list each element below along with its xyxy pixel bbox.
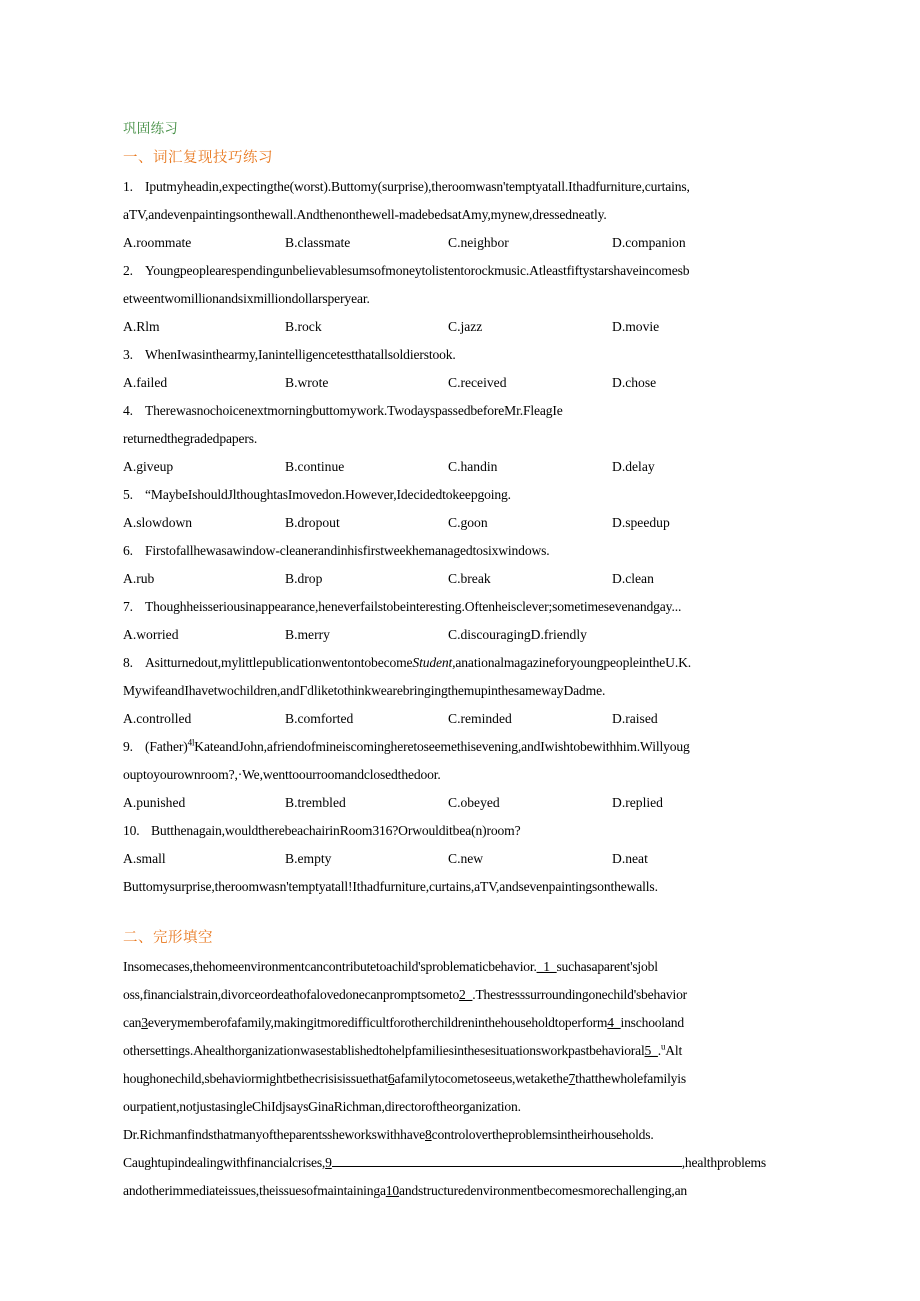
cloze-p1-l5-a: houghonechild,sbehaviormightbethecrisisissuethat xyxy=(123,1071,388,1086)
question-9-option-d[interactable]: D.replied xyxy=(612,795,663,810)
question-8-text-pre: Asitturnedout,mylittlepublicationwentontobecome xyxy=(145,655,413,670)
question-1-option-b[interactable]: B.classmate xyxy=(285,235,351,250)
question-10-option-b[interactable]: B.empty xyxy=(285,851,332,866)
question-9-stem-line-2: ouptoyourownroom?,·We,wenttoourroomandclosedthedoor. xyxy=(123,767,441,782)
section-1-heading: 一、词汇复现技巧练习 xyxy=(123,150,273,166)
cloze-blank-10[interactable]: 10 xyxy=(385,1183,399,1198)
question-9-option-b[interactable]: B.trembled xyxy=(285,795,346,810)
question-6-option-b[interactable]: B.drop xyxy=(285,571,323,586)
question-1-options xyxy=(123,229,803,257)
question-10-option-a[interactable]: A.small xyxy=(123,851,166,866)
cloze-para-1-line-3 xyxy=(123,1009,803,1037)
cloze-p1-l4-b: . xyxy=(657,1043,661,1058)
question-10-number: 10. xyxy=(123,823,140,838)
question-9-option-a[interactable]: A.punished xyxy=(123,795,186,810)
question-2-option-d[interactable]: D.movie xyxy=(612,319,660,334)
cloze-para-2-line-1 xyxy=(123,1121,803,1149)
cloze-p2-l2-a: Caughtupindealingwithfinancialcrises, xyxy=(123,1155,326,1170)
question-10-option-c[interactable]: C.new xyxy=(448,851,484,866)
question-2-option-a[interactable]: A.Rlm xyxy=(123,319,160,334)
cloze-p2-l1-a: Dr.Richmanfindsthatmanyoftheparentssheworkswithhave xyxy=(123,1127,426,1142)
question-6-text-1: Firstofallhewasawindow-cleanerandinhisfirstweekhemanagedtosixwindows. xyxy=(145,543,550,558)
cloze-p1-l1-a: Insomecases,thehomeenvironmentcancontributetoachild'sproblematicbehavior. xyxy=(123,959,537,974)
cloze-blank-6[interactable]: 6 xyxy=(387,1071,395,1086)
cloze-p2-l1-b: controlovertheproblemsintheirhouseholds. xyxy=(431,1127,654,1142)
question-4-option-d[interactable]: D.delay xyxy=(612,459,655,474)
question-9-text-pre: (Father) xyxy=(145,739,188,754)
question-9-number: 9. xyxy=(123,739,133,754)
question-7-option-b[interactable]: B.merry xyxy=(285,627,330,642)
question-6-stem-line-1 xyxy=(123,537,803,565)
question-2-option-b[interactable]: B.rock xyxy=(285,319,322,334)
question-7-text-1: Thoughheisseriousinappearance,heneverfailstobeinteresting.Oftenheisclever;sometimesevenandgay... xyxy=(145,599,682,614)
question-2-number: 2. xyxy=(123,263,133,278)
question-7-stem-line-1 xyxy=(123,593,803,621)
question-8-option-a[interactable]: A.controlled xyxy=(123,711,192,726)
question-10-text-1: Butthenagain,wouldtherebeachairinRoom316?Orwoulditbea(n)room? xyxy=(151,823,521,838)
question-1-stem-line-1 xyxy=(123,173,803,201)
question-10-option-d[interactable]: D.neat xyxy=(612,851,648,866)
question-3-option-b[interactable]: B.wrote xyxy=(285,375,329,390)
cloze-p2-l3-b: andstructuredenvironmentbecomesmorechallenging,an xyxy=(399,1183,688,1198)
question-9-superscript: 4l xyxy=(187,737,195,748)
cloze-para-1-line-1 xyxy=(123,953,803,981)
question-4-option-b[interactable]: B.continue xyxy=(285,459,345,474)
cloze-para-2-line-2 xyxy=(123,1149,803,1177)
question-3-number: 3. xyxy=(123,347,133,362)
question-10-options xyxy=(123,845,803,873)
question-4-option-a[interactable]: A.giveup xyxy=(123,459,174,474)
question-5-option-b[interactable]: B.dropout xyxy=(285,515,340,530)
question-7-options xyxy=(123,621,803,649)
cloze-p1-l5-c: thatthewholefamilyis xyxy=(575,1071,686,1086)
question-4-stem-line-1 xyxy=(123,397,803,425)
question-5-stem-line-1 xyxy=(123,481,803,509)
question-8-number: 8. xyxy=(123,655,133,670)
cloze-p1-l4-a: othersettings.Ahealthorganizationwasestablishedtohelpfamiliesinthesesituationsworkpastbehavioral xyxy=(123,1043,645,1058)
question-6-option-c[interactable]: C.break xyxy=(448,571,491,586)
section-2-heading: 二、完形填空 xyxy=(123,930,213,946)
question-3-option-d[interactable]: D.chose xyxy=(612,375,657,390)
question-9-text-post: KateandJohn,afriendofmineiscomingheretoseemethisevening,andIwishtobewithhim.Willyoug xyxy=(194,739,690,754)
cloze-para-1-line-5 xyxy=(123,1065,803,1093)
question-5-option-d[interactable]: D.speedup xyxy=(612,515,670,530)
question-9-options xyxy=(123,789,803,817)
question-8-option-b[interactable]: B.comforted xyxy=(285,711,354,726)
cloze-blank-9[interactable]: 9 xyxy=(325,1155,332,1170)
question-1-option-c[interactable]: C.neighbor xyxy=(448,235,509,250)
question-7-number: 7. xyxy=(123,599,133,614)
cloze-p1-l3-a: can xyxy=(123,1015,142,1030)
cloze-p1-l1-b: suchasaparent'sjobl xyxy=(556,959,658,974)
cloze-p1-l5-b: afamilytocometoseeus,wetakethe xyxy=(394,1071,569,1086)
question-3-text-1: WhenIwasinthearmy,Ianintelligencetestthatallsoldierstook. xyxy=(145,347,456,362)
cloze-p1-l4-c: Alt xyxy=(665,1043,683,1058)
question-8-options xyxy=(123,705,803,733)
document-content xyxy=(123,115,803,1205)
question-2-option-c[interactable]: C.jazz xyxy=(448,319,483,334)
question-8-option-c[interactable]: C.reminded xyxy=(448,711,512,726)
cloze-blank-7[interactable]: 7 xyxy=(568,1071,576,1086)
question-4-stem-line-2: returnedthegradedpapers. xyxy=(123,431,258,446)
question-1-stem-line-2: aTV,andevenpaintingsonthewall.Andthenonthewell-madebedsatAmy,mynew,dressedneatly. xyxy=(123,207,607,222)
question-4-text-1: Therewasnochoicenextmorningbuttomywork.TwodayspassedbeforeMr.FleagIe xyxy=(145,403,563,418)
question-8-text-post: anationalmagazineforyoungpeopleintheU.K. xyxy=(455,655,691,670)
cloze-blank-3[interactable]: 3 xyxy=(141,1015,148,1030)
question-4-option-c[interactable]: C.handin xyxy=(448,459,498,474)
question-1-option-a[interactable]: A.roommate xyxy=(123,235,192,250)
question-1-option-d[interactable]: D.companion xyxy=(612,235,686,250)
question-8-magazine-title: Student, xyxy=(412,655,456,670)
cloze-blank-4[interactable]: 4_ xyxy=(607,1015,621,1030)
question-5-text-1: “MaybeIshouldJlthoughtasImovedon.However,Idecidedtokeepgoing. xyxy=(145,487,511,502)
question-8-stem-line-1 xyxy=(123,649,803,677)
cloze-para-1-line-6: ourpatient,notjustasingleChiIdjsaysGinaRichman,directoroftheorganization. xyxy=(123,1099,521,1114)
question-4-options xyxy=(123,453,803,481)
question-3-stem-line-1 xyxy=(123,341,803,369)
question-2-text-1: Youngpeoplearespendingunbelievablesumsofmoneytolistentorockmusic.Atleastfiftystarshaveincomesb xyxy=(145,263,690,278)
question-5-number: 5. xyxy=(123,487,133,502)
question-2-stem-line-1 xyxy=(123,257,803,285)
question-6-options xyxy=(123,565,803,593)
question-6-option-d[interactable]: D.clean xyxy=(612,571,654,586)
cloze-para-1-line-2 xyxy=(123,981,803,1009)
question-9-option-c[interactable]: C.obeyed xyxy=(448,795,500,810)
question-4-number: 4. xyxy=(123,403,133,418)
question-6-option-a[interactable]: A.rub xyxy=(123,571,155,586)
question-1-text-1: Iputmyheadin,expectingthe(worst).Buttomy(surprise),theroomwasn'temptyatall.Ithadfurniture,curtains, xyxy=(145,179,690,194)
question-3-options xyxy=(123,369,803,397)
cloze-p1-l2-a: oss,financialstrain,divorceordeathofalovedonecanpromptsometo xyxy=(123,987,460,1002)
cloze-blank-2[interactable]: 2_ xyxy=(459,987,473,1002)
cloze-blank-1[interactable]: _1_ xyxy=(536,959,557,974)
question-1-number: 1. xyxy=(123,179,133,194)
section-1-closing-line: Buttomysurprise,theroomwasn'temptyatall!Ithadfurniture,curtains,aTV,andsevenpaintingsonthewalls. xyxy=(123,879,658,894)
question-5-options xyxy=(123,509,803,537)
document-title-gugu-lianxi: 巩固练习 xyxy=(123,121,179,137)
question-5-option-c[interactable]: C.goon xyxy=(448,515,488,530)
cloze-superscript-u: u xyxy=(660,1041,666,1052)
question-8-stem-line-2: MywifeandIhavetwochildren,andΓdliketothinkwearebringingthemupinthesamewayDadme. xyxy=(123,683,606,698)
cloze-para-1-line-4 xyxy=(123,1037,803,1065)
question-7-option-a[interactable]: A.worried xyxy=(123,627,179,642)
question-7-option-cd[interactable]: C.discouragingD.friendly xyxy=(448,627,587,642)
cloze-p1-l2-b: .Thestresssurroundingonechild'sbehavior xyxy=(472,987,687,1002)
cloze-p2-l2-b: ,healthproblems xyxy=(681,1155,766,1170)
cloze-p1-l3-c: inschooland xyxy=(620,1015,684,1030)
question-3-option-a[interactable]: A.failed xyxy=(123,375,168,390)
question-9-stem-line-1 xyxy=(123,733,803,761)
question-5-option-a[interactable]: A.slowdown xyxy=(123,515,193,530)
cloze-p2-l3-a: andotherimmediateissues,theissuesofmaintaininga xyxy=(123,1183,386,1198)
cloze-blank-8[interactable]: 8 xyxy=(425,1127,432,1142)
question-10-stem-line-1 xyxy=(123,817,803,845)
cloze-blank-9-rule[interactable] xyxy=(332,1152,682,1167)
cloze-blank-5[interactable]: 5_ xyxy=(644,1043,658,1058)
question-3-option-c[interactable]: C.received xyxy=(448,375,507,390)
question-8-option-d[interactable]: D.raised xyxy=(612,711,658,726)
cloze-para-2-line-3 xyxy=(123,1177,803,1205)
question-2-stem-line-2: etweentwomillionandsixmilliondollarsperyear. xyxy=(123,291,370,306)
question-2-options xyxy=(123,313,803,341)
question-6-number: 6. xyxy=(123,543,133,558)
cloze-p1-l3-b: everymemberofafamily,makingitmoredifficultforotherchildreninthehouseholdtoperform xyxy=(147,1015,608,1030)
